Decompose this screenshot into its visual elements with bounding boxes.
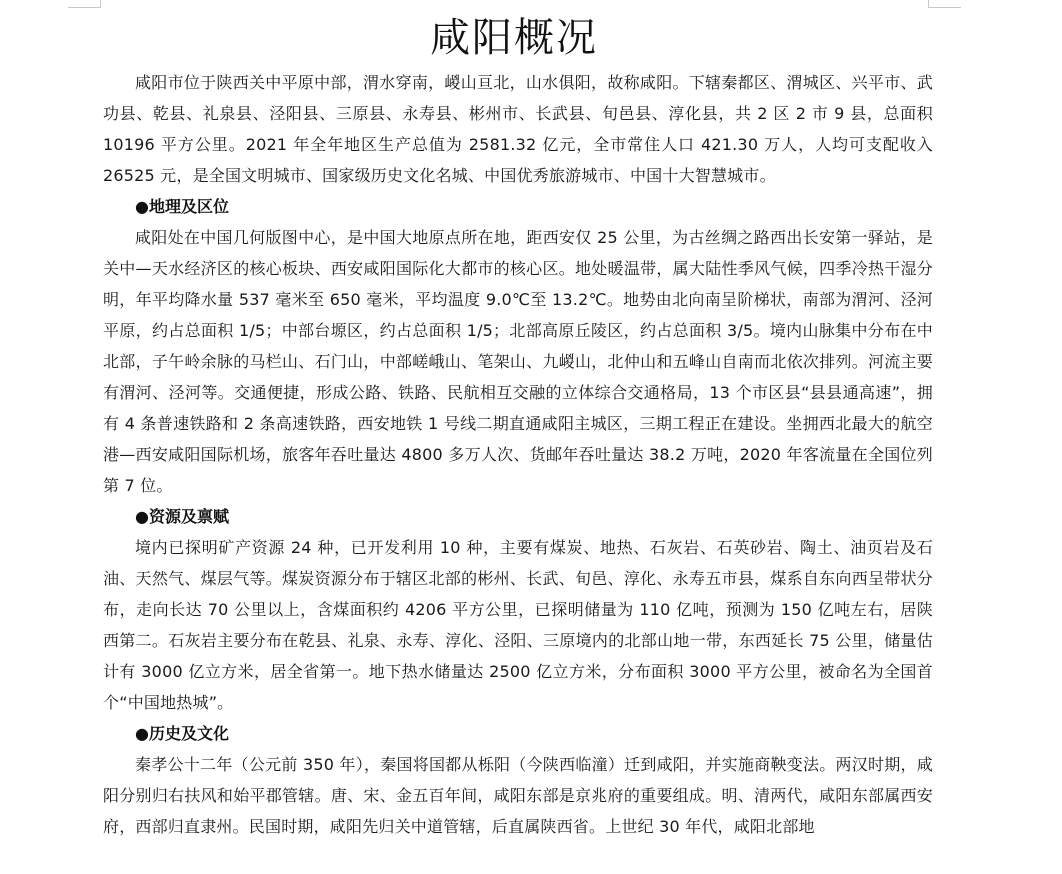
document-title: 咸阳概况 — [430, 15, 598, 61]
document-body — [103, 67, 933, 842]
page-corner-mark-left — [68, 0, 101, 8]
geography-paragraph: 咸阳处在中国几何版图中心，是中国大地原点所在地，距西安仅 25 公里，为古丝绸之路西出长安第一驿站，是关中—天水经济区的核心板块、西安咸阳国际化大都市的核心区。地处暖温带，属大陆性季风气候，四季冷热干湿分明，年平均降水量 537 毫米至 650 毫米，平均温度 9.0℃至 13.2℃。地势由北向南呈阶梯状，南部为渭河、泾河平原，约占总面积 1/5；中部台塬区，约占总面积 1/5；北部高原丘陵区，约占总面积 3/5。境内山脉集中分布在中北部，子午岭余脉的马栏山、石门山，中部嵯峨山、笔架山、九嵕山，北仲山和五峰山自南而北依次排列。河流主要有渭河、泾河等。交通便捷，形成公路、铁路、民航相互交融的立体综合交通格局，13 个市区县“县县通高速”，拥有 4 条普速铁路和 2 条高速铁路，西安地铁 1 号线二期直通咸阳主城区，三期工程正在建设。坐拥西北最大的航空港—西安咸阳国际机场，旅客年吞吐量达 4800 多万人次、货邮年吞吐量达 38.2 万吨，2020 年客流量在全国位列第 7 位。 — [103, 228, 933, 495]
section-heading-geography — [103, 191, 933, 222]
history-paragraph: 秦孝公十二年（公元前 350 年），秦国将国都从栎阳（今陕西临潼）迁到咸阳，并实施商鞅变法。两汉时期，咸阳分别归右扶风和始平郡管辖。唐、宋、金五百年间，咸阳东部是京兆府的重要组成。明、清两代，咸阳东部属西安府，西部归直隶州。民国时期，咸阳先归关中道管辖，后直属陕西省。上世纪 30 年代，咸阳北部地 — [103, 755, 933, 836]
page-corner-mark-right — [928, 0, 961, 8]
section-heading-resources — [103, 501, 933, 532]
section-heading-text: 地理及区位 — [148, 197, 229, 216]
bullet-icon: ● — [135, 507, 149, 526]
bullet-icon: ● — [135, 724, 149, 743]
section-heading-text: 历史及文化 — [148, 724, 229, 743]
section-heading-text: 资源及禀赋 — [148, 507, 229, 526]
intro-paragraph: 咸阳市位于陕西关中平原中部，渭水穿南，嵕山亘北，山水俱阳，故称咸阳。下辖秦都区、渭城区、兴平市、武功县、乾县、礼泉县、泾阳县、三原县、永寿县、彬州市、长武县、旬邑县、淳化县，共 2 区 2 市 9 县，总面积 10196 平方公里。2021 年全年地区生产总值为 2581.32 亿元，全市常住人口 421.30 万人，人均可支配收入 26525 元，是全国文明城市、国家级历史文化名城、中国优秀旅游城市、中国十大智慧城市。 — [103, 73, 933, 185]
resources-paragraph: 境内已探明矿产资源 24 种，已开发利用 10 种，主要有煤炭、地热、石灰岩、石英砂岩、陶土、油页岩及石油、天然气、煤层气等。煤炭资源分布于辖区北部的彬州、长武、旬邑、淳化、永寿五市县，煤系自东向西呈带状分布，走向长达 70 公里以上，含煤面积约 4206 平方公里，已探明储量为 110 亿吨，预测为 150 亿吨左右，居陕西第二。石灰岩主要分布在乾县、礼泉、永寿、淳化、泾阳、三原境内的北部山地一带，东西延长 75 公里，储量估计有 3000 亿立方米，居全省第一。地下热水储量达 2500 亿立方米，分布面积 3000 平方公里，被命名为全国首个“中国地热城”。 — [103, 538, 933, 712]
bullet-icon: ● — [135, 197, 149, 216]
section-heading-history — [103, 718, 933, 749]
